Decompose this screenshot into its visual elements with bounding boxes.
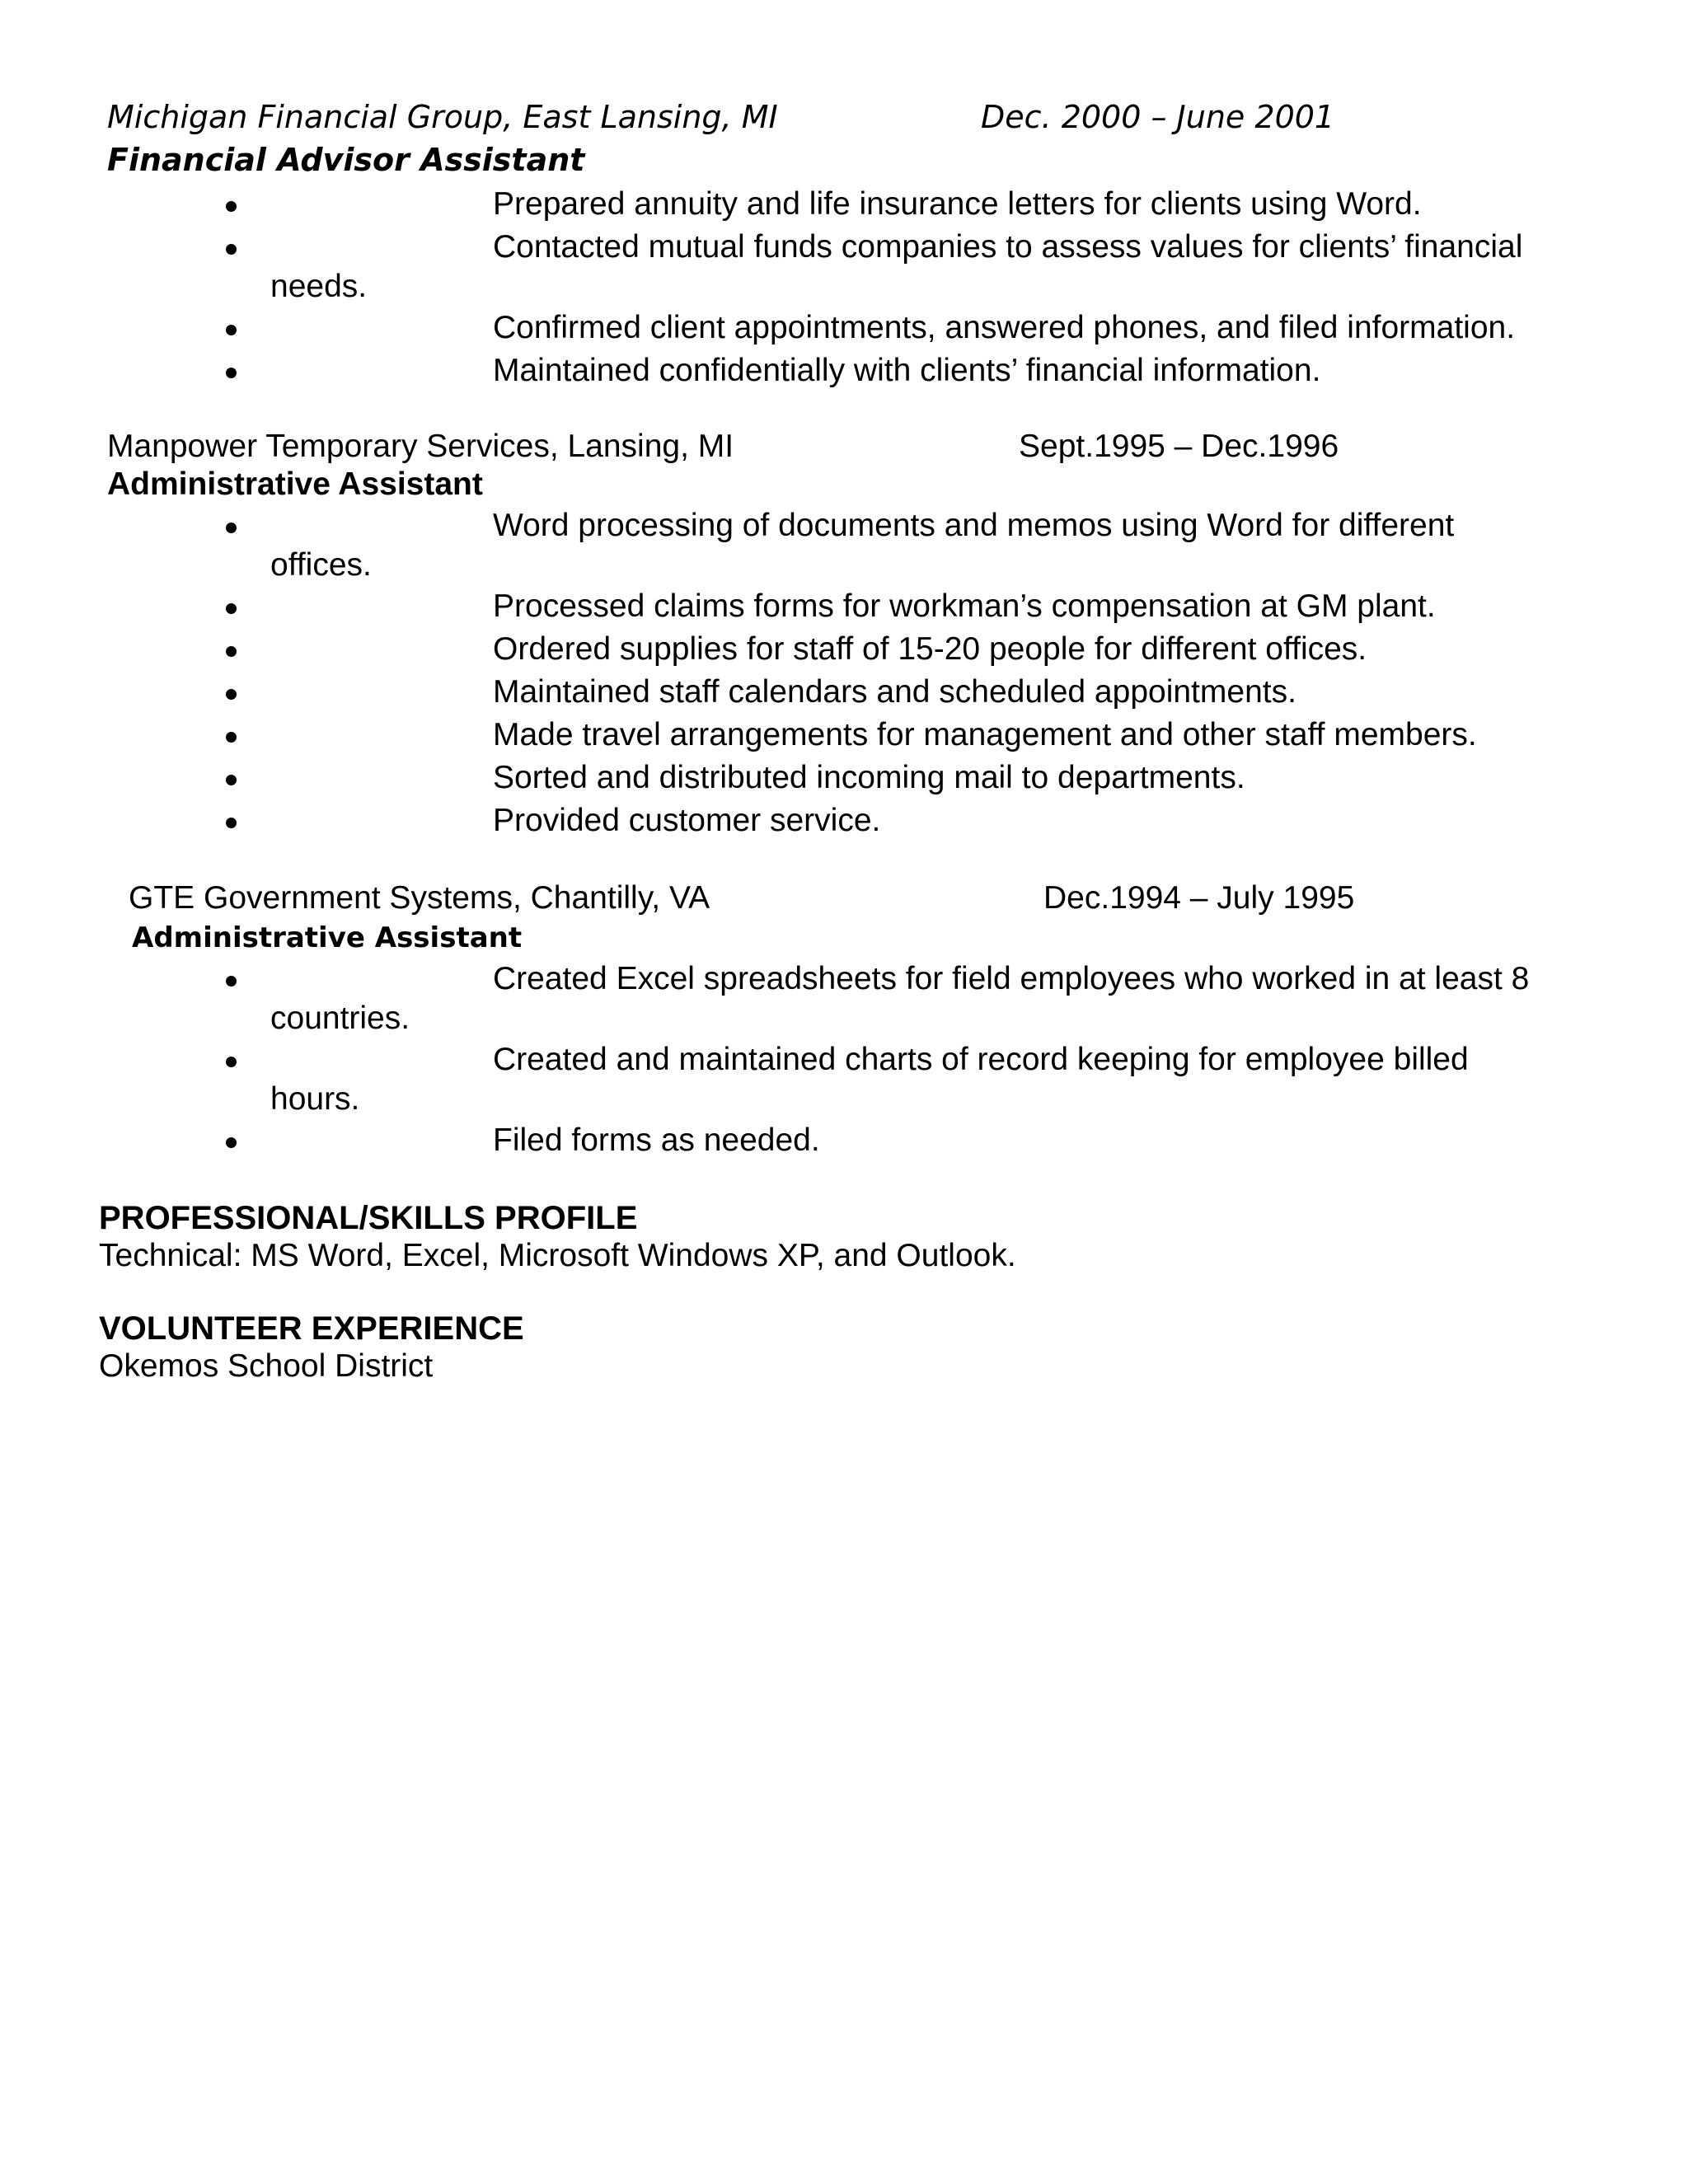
bullet-icon — [223, 717, 247, 760]
skills-text: Technical: MS Word, Excel, Microsoft Windows XP, and Outlook. — [99, 1238, 1016, 1273]
bullet-icon — [223, 760, 247, 803]
job-employer: GTE Government Systems, Chantilly, VA — [129, 880, 710, 916]
list-item-continuation: offices. — [270, 547, 372, 583]
list-item: Ordered supplies for staff of 15-20 people for different offices. — [493, 631, 1367, 667]
job-dates: Sept.1995 – Dec.1996 — [1019, 429, 1339, 464]
list-item-continuation: hours. — [270, 1081, 360, 1117]
list-item: Prepared annuity and life insurance letters for clients using Word. — [493, 186, 1422, 222]
job-title: Financial Advisor Assistant — [107, 142, 585, 178]
list-item: Created and maintained charts of record keeping for employee billed — [493, 1042, 1469, 1077]
bullet-icon — [223, 229, 247, 272]
job-title: Administrative Assistant — [132, 921, 523, 954]
list-item: Filed forms as needed. — [493, 1122, 820, 1158]
list-item: Made travel arrangements for management and other staff members. — [493, 717, 1477, 752]
bullet-icon — [223, 674, 247, 717]
volunteer-text: Okemos School District — [99, 1348, 434, 1384]
bullet-icon — [223, 310, 247, 353]
section-heading-skills: PROFESSIONAL/SKILLS PROFILE — [99, 1200, 638, 1236]
list-item: Word processing of documents and memos using Word for different — [493, 508, 1455, 543]
list-item: Contacted mutual funds companies to assess values for clients’ financial — [493, 229, 1523, 265]
job-employer: Manpower Temporary Services, Lansing, MI — [107, 429, 734, 464]
section-heading-volunteer: VOLUNTEER EXPERIENCE — [99, 1310, 524, 1347]
job-employer: Michigan Financial Group, East Lansing, MI — [107, 99, 778, 135]
bullet-icon — [223, 186, 247, 229]
bullet-icon — [223, 588, 247, 631]
list-item: Maintained staff calendars and scheduled appointments. — [493, 674, 1296, 710]
bullet-icon — [223, 803, 247, 846]
job-dates: Dec.1994 – July 1995 — [1043, 880, 1355, 916]
list-item: Sorted and distributed incoming mail to departments. — [493, 760, 1245, 795]
bullet-icon — [223, 1042, 247, 1085]
list-item: Provided customer service. — [493, 803, 881, 838]
list-item-continuation: countries. — [270, 1001, 410, 1036]
list-item: Maintained confidentially with clients’ financial information. — [493, 353, 1321, 388]
list-item-continuation: needs. — [270, 269, 368, 304]
bullet-icon — [223, 353, 247, 396]
list-item: Created Excel spreadsheets for field employees who worked in at least 8 — [493, 961, 1530, 996]
list-item: Confirmed client appointments, answered phones, and filed information. — [493, 310, 1516, 345]
bullet-icon — [223, 508, 247, 551]
job-dates: Dec. 2000 – June 2001 — [981, 99, 1335, 135]
bullet-icon — [223, 631, 247, 674]
bullet-icon — [223, 961, 247, 1004]
bullet-icon — [223, 1122, 247, 1165]
job-title: Administrative Assistant — [107, 466, 483, 502]
list-item: Processed claims forms for workman’s compensation at GM plant. — [493, 588, 1436, 624]
